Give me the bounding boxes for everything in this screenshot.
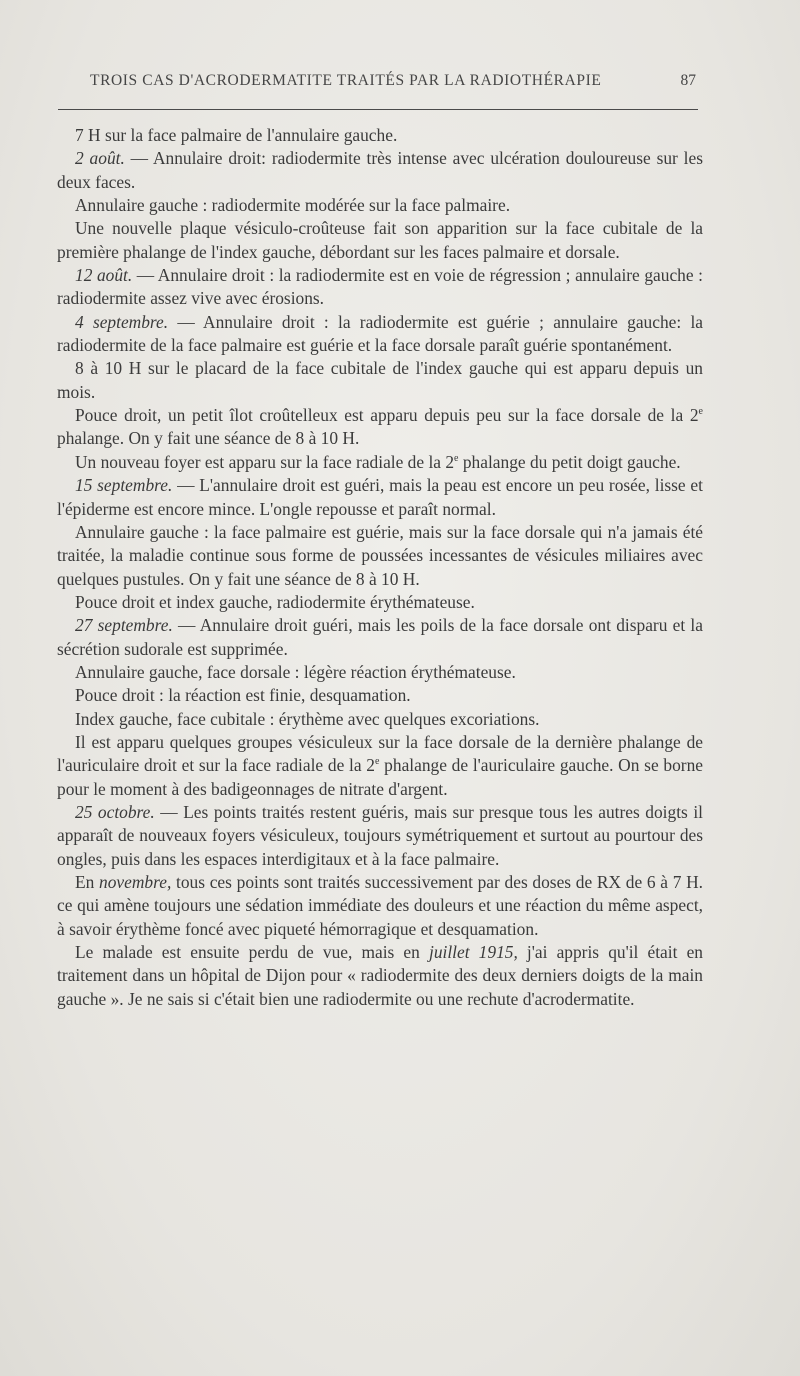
paragraph-text: Index gauche, face cubitale : érythème avec quelques excoriations.	[75, 708, 540, 729]
running-title: TROIS CAS D'ACRODERMATITE TRAITÉS PAR LA RADIOTHÉRAPIE	[90, 72, 602, 89]
paragraph-text-continued: phalange du petit doigt gauche.	[458, 451, 681, 472]
body-text	[57, 124, 703, 1011]
paragraph-text: Annulaire gauche, face dorsale : légère réaction érythémateuse.	[75, 661, 516, 682]
paragraph-text: Annulaire gauche : la face palmaire est guérie, mais sur la face dorsale qui n'a jamais été traitée, la maladie continue sous forme de poussées incessantes de vésicules miliaires avec quelques pustules. On y fait une séance de 8 à 10 H.	[57, 521, 703, 589]
paragraph-text: Il est apparu quelques groupes vésiculeux sur la face dorsale de la dernière phalange de l'auriculaire droit et sur la face radiale de la 2	[57, 731, 703, 776]
paragraph-text-continued: tous ces points sont traités successivement par des doses de RX de 6 à 7 H. ce qui amène toujours une sédation immédiate des douleurs et une réaction du même aspect, à savoir érythème foncé avec piqueté hémorragique et desquamation.	[57, 872, 703, 939]
paragraph-text: — Les points traités restent guéris, mais sur presque tous les autres doigts il apparaît de nouveaux foyers vésiculeux, toujours symétriquement et surtout au pourtour des ongles, puis dans les espaces interdigitaux et à la face palmaire.	[57, 801, 703, 869]
paragraph-text-continued: phalange de l'auriculaire gauche. On se borne pour le moment à des badigeonnages de nitrate d'argent.	[57, 755, 703, 799]
page-number: 87	[680, 72, 696, 89]
page-header	[58, 68, 698, 98]
paragraph	[57, 591, 703, 614]
paragraph	[57, 264, 703, 311]
paragraph-text-continued: phalange. On y fait une séance de 8 à 10 H.	[57, 428, 360, 449]
inline-date: juillet 1915,	[428, 942, 518, 963]
entry-date: 12 août.	[75, 265, 133, 286]
paragraph	[57, 801, 703, 871]
superscript: e	[375, 756, 380, 768]
paragraph-text: 8 à 10 H sur le placard de la face cubitale de l'index gauche qui est apparu depuis un mois.	[57, 358, 703, 402]
entry-date: 2 août.	[75, 148, 125, 169]
paragraph-text: Pouce droit, un petit îlot croûtelleux est apparu depuis peu sur la face dorsale de la 2	[75, 405, 699, 426]
paragraph	[57, 521, 703, 591]
paragraph	[57, 217, 703, 264]
superscript: e	[698, 406, 703, 418]
paragraph	[57, 871, 703, 941]
paragraph-text: Pouce droit : la réaction est finie, desquamation.	[75, 685, 411, 706]
paragraph	[57, 404, 703, 451]
paragraph	[57, 614, 703, 661]
paragraph-text: Pouce droit et index gauche, radiodermite érythémateuse.	[75, 591, 475, 612]
entry-date: 4 septembre.	[75, 311, 169, 332]
paragraph-text: Annulaire gauche : radiodermite modérée sur la face palmaire.	[75, 195, 511, 216]
paragraph	[57, 941, 703, 1011]
paragraph	[57, 708, 703, 731]
paragraph-text: En	[75, 872, 100, 892]
paragraph-text: 7 H sur la face palmaire de l'annulaire gauche.	[75, 125, 398, 145]
paragraph	[57, 311, 703, 358]
paragraph-text: — Annulaire droit: radiodermite très intense avec ulcération douloureuse sur les deux faces.	[57, 148, 703, 192]
superscript: e	[454, 453, 459, 465]
paragraph-text: Une nouvelle plaque vésiculo-croûteuse fait son apparition sur la face cubitale de la première phalange de l'index gauche, débordant sur les faces palmaire et dorsale.	[57, 218, 703, 262]
paragraph	[57, 147, 703, 194]
paragraph-text: Le malade est ensuite perdu de vue, mais en	[75, 942, 429, 963]
entry-date: 27 septembre.	[75, 615, 173, 636]
inline-date: novembre,	[99, 872, 172, 892]
paragraph	[57, 731, 703, 801]
paragraph	[57, 661, 703, 684]
paragraph-text: — Annulaire droit guéri, mais les poils de la face dorsale ont disparu et la sécrétion sudorale est supprimée.	[57, 615, 703, 659]
paragraph-text: — Annulaire droit : la radiodermite est guérie ; annulaire gauche: la radiodermite de la face palmaire est guérie et la face dorsale paraît guérie spontanément.	[57, 311, 704, 356]
paragraph	[57, 124, 703, 147]
paragraph	[57, 194, 703, 217]
paragraph	[57, 451, 703, 474]
paragraph	[57, 357, 703, 404]
entry-date: 15 septembre.	[75, 475, 173, 496]
header-rule	[58, 109, 698, 110]
paragraph-text-continued: j'ai appris qu'il était en traitement dans un hôpital de Dijon pour « radiodermite des deux derniers doigts de la main gauche ». Je ne sais si c'était bien une radiodermite ou une rechute d'acrodermatite.	[57, 942, 703, 1009]
paragraph-text: — Annulaire droit : la radiodermite est en voie de régression ; annulaire gauche : radiodermite assez vive avec érosions.	[57, 265, 703, 309]
paragraph	[57, 474, 703, 521]
paragraph-text: — L'annulaire droit est guéri, mais la peau est encore un peu rosée, lisse et l'épiderme est encore mince. L'ongle repousse et paraît normal.	[57, 475, 703, 519]
paragraph	[57, 684, 703, 707]
entry-date: 25 octobre.	[75, 801, 155, 822]
paragraph-text: Un nouveau foyer est apparu sur la face radiale de la 2	[75, 451, 455, 472]
